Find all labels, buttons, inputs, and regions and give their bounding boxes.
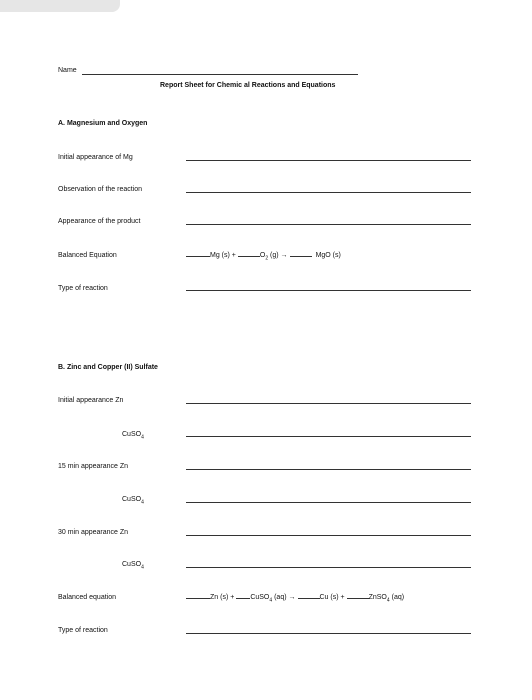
label-initial-zn: Initial appearance Zn <box>58 397 124 404</box>
label-balanced-a: Balanced Equation <box>58 252 117 259</box>
eq-b-znso4: ZnSO <box>368 594 387 601</box>
eq-a-o2-sub: 2 <box>265 255 269 262</box>
blank-a3[interactable] <box>290 250 312 257</box>
line-cuso4-30min[interactable] <box>186 567 471 568</box>
line-observation[interactable] <box>186 192 471 193</box>
eq-b-znso4-tail: (aq) <box>389 594 405 601</box>
label-type-b: Type of reaction <box>58 627 108 634</box>
label-cuso4-30min: CuSO$_4$ <box>122 561 144 571</box>
label-product: Appearance of the product <box>58 218 141 225</box>
blank-a1[interactable] <box>186 250 210 257</box>
section-a-heading: A. Magnesium and Oxygen <box>58 120 148 127</box>
eq-b-cuso4-tail: (aq) → <box>272 594 296 601</box>
line-cuso4-15min[interactable] <box>186 502 471 503</box>
eq-b-cu: Cu (s) + <box>319 594 345 601</box>
eq-a-o2-tail: (g) → <box>268 252 288 259</box>
line-type-a[interactable] <box>186 290 471 291</box>
blank-a2[interactable] <box>238 250 260 257</box>
eq-a-mg: Mg (s) + <box>210 252 236 259</box>
line-30min-zn[interactable] <box>186 535 471 536</box>
blank-b4[interactable] <box>347 592 369 599</box>
page-title: Report Sheet for Chemic al Reactions and Equations <box>160 82 336 89</box>
eq-a-o2: O <box>259 252 266 259</box>
section-b-heading: B. Zinc and Copper (II) Sulfate <box>58 364 158 371</box>
label-cuso4-15min: CuSO$_4$ <box>122 496 144 506</box>
label-15min-zn: 15 min appearance Zn <box>58 463 129 470</box>
blank-b3[interactable] <box>298 592 320 599</box>
eq-a-mgo: MgO (s) <box>315 252 341 259</box>
blank-b2[interactable] <box>236 592 250 599</box>
line-cuso4-initial[interactable] <box>186 436 471 437</box>
line-initial-zn[interactable] <box>186 403 471 404</box>
line-initial-mg[interactable] <box>186 160 471 161</box>
eq-b-cuso4-sub: 4 <box>269 597 273 604</box>
eq-b-znso4-sub: 4 <box>386 597 390 604</box>
line-product[interactable] <box>186 224 471 225</box>
label-initial-mg: Initial appearance of Mg <box>58 154 133 161</box>
eq-b-cuso4: CuSO <box>250 594 270 601</box>
label-cuso4-initial: CuSO$_4$ <box>122 431 144 441</box>
label-balanced-b: Balanced equation <box>58 594 116 601</box>
name-label: Name <box>58 67 77 74</box>
name-line[interactable] <box>82 74 358 75</box>
line-type-b[interactable] <box>186 633 471 634</box>
label-type-a: Type of reaction <box>58 285 108 292</box>
blank-b1[interactable] <box>186 592 210 599</box>
label-30min-zn: 30 min appearance Zn <box>58 529 129 536</box>
equation-a <box>186 250 341 260</box>
eq-b-zn: Zn (s) + <box>210 594 235 601</box>
equation-b <box>186 592 404 602</box>
window-tab-strip <box>0 0 120 12</box>
line-15min-zn[interactable] <box>186 469 471 470</box>
label-observation: Observation of the reaction <box>58 186 143 193</box>
